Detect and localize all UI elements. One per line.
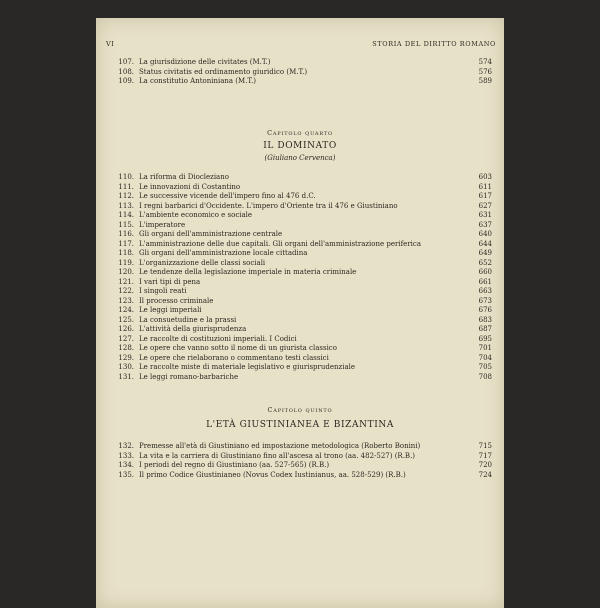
toc-entry-title: Le raccolte miste di materiale legislativo e giurisprudenziale [139, 363, 356, 371]
toc-entry [104, 363, 492, 373]
toc-entry-page: 627 [478, 201, 492, 210]
toc-entry [104, 249, 492, 259]
toc-entry-title: Le raccolte di costituzioni imperiali. I Codici [139, 334, 297, 343]
toc-entry-number: 118. [118, 249, 134, 257]
toc-entry-page: 704 [478, 353, 492, 362]
chapter-5-label: Capitolo quinto [267, 406, 333, 414]
toc-chapter-5 [104, 442, 492, 480]
toc-entry-title: Le opere che vanno sotto il nome di un giurista classico [139, 344, 337, 352]
toc-entry [104, 297, 492, 307]
toc-entry-title: L'amministrazione delle due capitali. Gli organi dell'amministrazione periferica [139, 239, 422, 248]
toc-entry-title: L'organizzazione delle classi sociali [139, 258, 266, 267]
toc-entry-number: 132. [118, 442, 134, 450]
toc-entry-number: 109. [118, 77, 134, 85]
toc-entry-title: L'ambiente economico e sociale [139, 211, 253, 219]
toc-entry-title: Le innovazioni di Costantino [139, 182, 241, 191]
toc-entry-title: Il primo Codice Giustinianeo (Novus Codex Iustinianus, aa. 528-529) (R.B.) [139, 470, 406, 479]
toc-entry [104, 173, 492, 183]
toc-entry-title: Le tendenze della legislazione imperiale in materia criminale [139, 268, 357, 276]
toc-entry-number: 116. [118, 230, 134, 238]
toc-section-previous [104, 58, 492, 87]
toc-entry-number: 124. [118, 306, 134, 314]
toc-entry-page: 574 [478, 58, 492, 66]
chapter-4-title: IL DOMINATO [263, 141, 337, 151]
toc-entry-number: 133. [118, 451, 134, 460]
toc-entry [104, 58, 492, 68]
toc-entry-page: 617 [478, 192, 492, 200]
toc-entry-title: La constitutio Antoniniana (M.T.) [139, 77, 257, 85]
toc-entry-title: Il processo criminale [139, 296, 214, 305]
toc-entry-title: I singoli reati [139, 287, 187, 295]
toc-entry [104, 306, 492, 316]
toc-entry-number: 125. [118, 315, 134, 324]
toc-entry-number: 131. [118, 372, 134, 381]
toc-entry-title: I periodi del regno di Giustiniano (aa. 527-565) (R.B.) [139, 461, 330, 469]
chapter-5-title: L'ETÀ GIUSTINIANEA E BIZANTINA [206, 420, 394, 430]
toc-entry-number: 120. [118, 268, 134, 276]
toc-entry [104, 461, 492, 471]
toc-entry [104, 68, 492, 78]
toc-entry-title: La giurisdizione delle civitates (M.T.) [139, 58, 271, 66]
toc-entry-title: Le successive vicende dell'impero fino al 476 d.C. [139, 192, 316, 200]
toc-entry-page: 611 [478, 182, 492, 191]
running-title: STORIA DEL DIRITTO ROMANO [372, 40, 496, 48]
toc-entry-title: L'attività della giurisprudenza [139, 325, 247, 333]
toc-entry-number: 122. [118, 287, 134, 295]
toc-entry-number: 129. [118, 353, 134, 362]
toc-entry-title: L'imperatore [139, 220, 186, 229]
page-number: VI [106, 40, 115, 48]
toc-entry-page: 715 [478, 442, 492, 450]
toc-entry-page: 717 [478, 451, 492, 460]
toc-entry-page: 683 [478, 315, 492, 324]
toc-entry [104, 354, 492, 364]
toc-entry-page: 661 [478, 277, 492, 286]
toc-entry [104, 202, 492, 212]
toc-entry [104, 268, 492, 278]
toc-entry-page: 724 [478, 470, 492, 479]
toc-entry-title: Le opere che rielaborano o commentano testi classici [139, 353, 329, 362]
toc-entry-page: 652 [478, 258, 492, 267]
toc-entry [104, 344, 492, 354]
toc-entry [104, 316, 492, 326]
toc-entry-number: 119. [118, 258, 134, 267]
toc-entry [104, 77, 492, 87]
toc-entry-page: 603 [478, 173, 492, 181]
toc-entry-title: Le leggi romano-barbariche [139, 372, 239, 381]
toc-entry [104, 192, 492, 202]
toc-entry-page: 720 [478, 461, 492, 469]
toc-entry-number: 135. [118, 470, 134, 479]
toc-entry-number: 113. [118, 201, 134, 210]
toc-entry [104, 211, 492, 221]
toc-entry-number: 111. [118, 182, 134, 191]
toc-entry-number: 128. [118, 344, 134, 352]
toc-entry-title: Gli organi dell'amministrazione locale cittadina [139, 249, 308, 257]
toc-entry [104, 259, 492, 269]
toc-entry [104, 373, 492, 383]
toc-entry [104, 240, 492, 250]
toc-entry-page: 644 [478, 239, 492, 248]
toc-entry-number: 114. [118, 211, 134, 219]
toc-entry-page: 640 [478, 230, 492, 238]
toc-entry-title: I regni barbarici d'Occidente. L'impero d'Oriente tra il 476 e Giustiniano [139, 201, 398, 210]
toc-entry [104, 442, 492, 452]
toc-entry-page: 708 [478, 372, 492, 381]
toc-chapter-4 [104, 173, 492, 382]
toc-entry-title: Le leggi imperiali [139, 306, 202, 314]
toc-entry [104, 325, 492, 335]
toc-entry [104, 287, 492, 297]
toc-entry-title: I vari tipi di pena [139, 277, 201, 286]
toc-entry-title: Gli organi dell'amministrazione centrale [139, 230, 283, 238]
toc-entry [104, 183, 492, 193]
toc-entry-number: 107. [118, 58, 134, 66]
book-page [96, 18, 504, 608]
toc-entry-number: 108. [118, 67, 134, 76]
toc-entry-page: 631 [478, 211, 492, 219]
toc-entry-page: 687 [478, 325, 492, 333]
toc-entry-title: Status civitatis ed ordinamento giuridico (M.T.) [139, 67, 308, 76]
toc-entry [104, 335, 492, 345]
toc-entry-page: 660 [478, 268, 492, 276]
toc-entry [104, 278, 492, 288]
toc-entry-title: Premesse all'età di Giustiniano ed impostazione metodologica (Roberto Bonini) [139, 442, 421, 450]
toc-entry-page: 637 [478, 220, 492, 229]
toc-entry-title: La vita e la carriera di Giustiniano fino all'ascesa al trono (aa. 482-527) (R.B.) [139, 451, 416, 460]
toc-entry-page: 676 [478, 306, 492, 314]
toc-entry-page: 695 [478, 334, 492, 343]
toc-entry [104, 221, 492, 231]
toc-entry-number: 112. [118, 192, 134, 200]
toc-entry-number: 117. [118, 239, 134, 248]
toc-entry-page: 701 [478, 344, 492, 352]
toc-entry [104, 230, 492, 240]
toc-entry-number: 126. [118, 325, 134, 333]
toc-entry-page: 663 [478, 287, 492, 295]
toc-entry-title: La consuetudine e la prassi [139, 315, 237, 324]
toc-entry-number: 123. [118, 296, 134, 305]
toc-entry-number: 127. [118, 334, 134, 343]
toc-entry-number: 115. [118, 220, 134, 229]
toc-entry-title: La riforma di Diocleziano [139, 173, 229, 181]
toc-entry-page: 576 [478, 67, 492, 76]
toc-entry-page: 649 [478, 249, 492, 257]
toc-entry-number: 110. [118, 173, 134, 181]
toc-entry-page: 589 [478, 77, 492, 85]
toc-entry-page: 705 [478, 363, 492, 371]
toc-entry-number: 121. [118, 277, 134, 286]
toc-entry-page: 673 [478, 296, 492, 305]
chapter-4-label: Capitolo quarto [267, 129, 333, 137]
toc-entry [104, 471, 492, 481]
toc-entry-number: 134. [118, 461, 134, 469]
toc-entry [104, 452, 492, 462]
chapter-4-author: (Giuliano Cervenca) [264, 154, 336, 162]
toc-entry-number: 130. [118, 363, 134, 371]
